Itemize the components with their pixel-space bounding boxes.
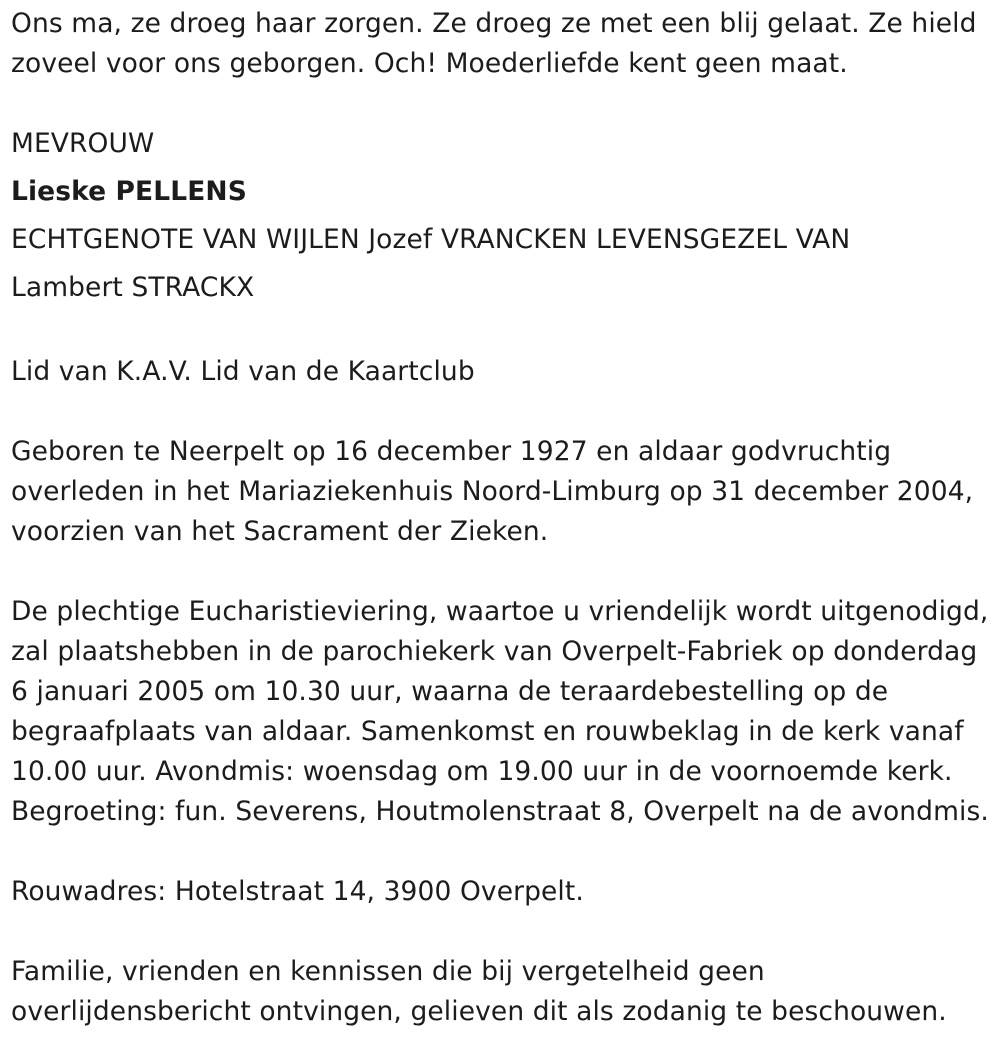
- closing-paragraph: [11, 952, 996, 1032]
- memberships: Lid van K.A.V. Lid van de Kaartclub: [11, 356, 475, 387]
- spacer: [11, 832, 996, 872]
- poem-line: zoveel voor ons geborgen. Och! Moederliefde kent geen maat.: [11, 48, 848, 79]
- person-relation: ECHTGENOTE VAN WIJLEN Jozef VRANCKEN LEVENSGEZEL VAN: [11, 224, 851, 255]
- paragraph-line: De plechtige Eucharistieviering, waartoe u vriendelijk wordt uitgenodigd,: [11, 596, 989, 627]
- paragraph-line: voorzien van het Sacrament der Zieken.: [11, 516, 549, 547]
- paragraph-line: Begroeting: fun. Severens, Houtmolenstraat 8, Overpelt na de avondmis.: [11, 796, 989, 827]
- spacer: [11, 552, 996, 592]
- ceremony-paragraph: [11, 592, 996, 832]
- person-block: [11, 120, 996, 312]
- obituary-document: [11, 4, 996, 1032]
- paragraph-line: Familie, vrienden en kennissen die bij vergetelheid geen: [11, 956, 765, 987]
- mourning-address: Rouwadres: Hotelstraat 14, 3900 Overpelt.: [11, 876, 584, 907]
- birth-death-paragraph: [11, 432, 996, 552]
- poem-line: Ons ma, ze droeg haar zorgen. Ze droeg ze met een blij gelaat. Ze hield: [11, 8, 977, 39]
- paragraph-line: Geboren te Neerpelt op 16 december 1927 en aldaar godvruchtig: [11, 436, 892, 467]
- spacer: [11, 912, 996, 952]
- person-relation: Lambert STRACKX: [11, 272, 255, 303]
- person-name: Lieske PELLENS: [11, 176, 247, 207]
- poem: [11, 4, 996, 84]
- paragraph-line: begraafplaats van aldaar. Samenkomst en rouwbeklag in de kerk vanaf: [11, 716, 964, 747]
- person-title: MEVROUW: [11, 128, 155, 159]
- spacer: [11, 84, 996, 124]
- paragraph-line: 6 januari 2005 om 10.30 uur, waarna de teraardebestelling op de: [11, 676, 889, 707]
- spacer: [11, 392, 996, 432]
- paragraph-line: overlijdensbericht ontvingen, gelieven dit als zodanig te beschouwen.: [11, 996, 947, 1027]
- paragraph-line: overleden in het Mariaziekenhuis Noord-Limburg op 31 december 2004,: [11, 476, 974, 507]
- paragraph-line: 10.00 uur. Avondmis: woensdag om 19.00 uur in de voornoemde kerk.: [11, 756, 953, 787]
- paragraph-line: zal plaatshebben in de parochiekerk van Overpelt-Fabriek op donderdag: [11, 636, 978, 667]
- spacer: [11, 312, 996, 352]
